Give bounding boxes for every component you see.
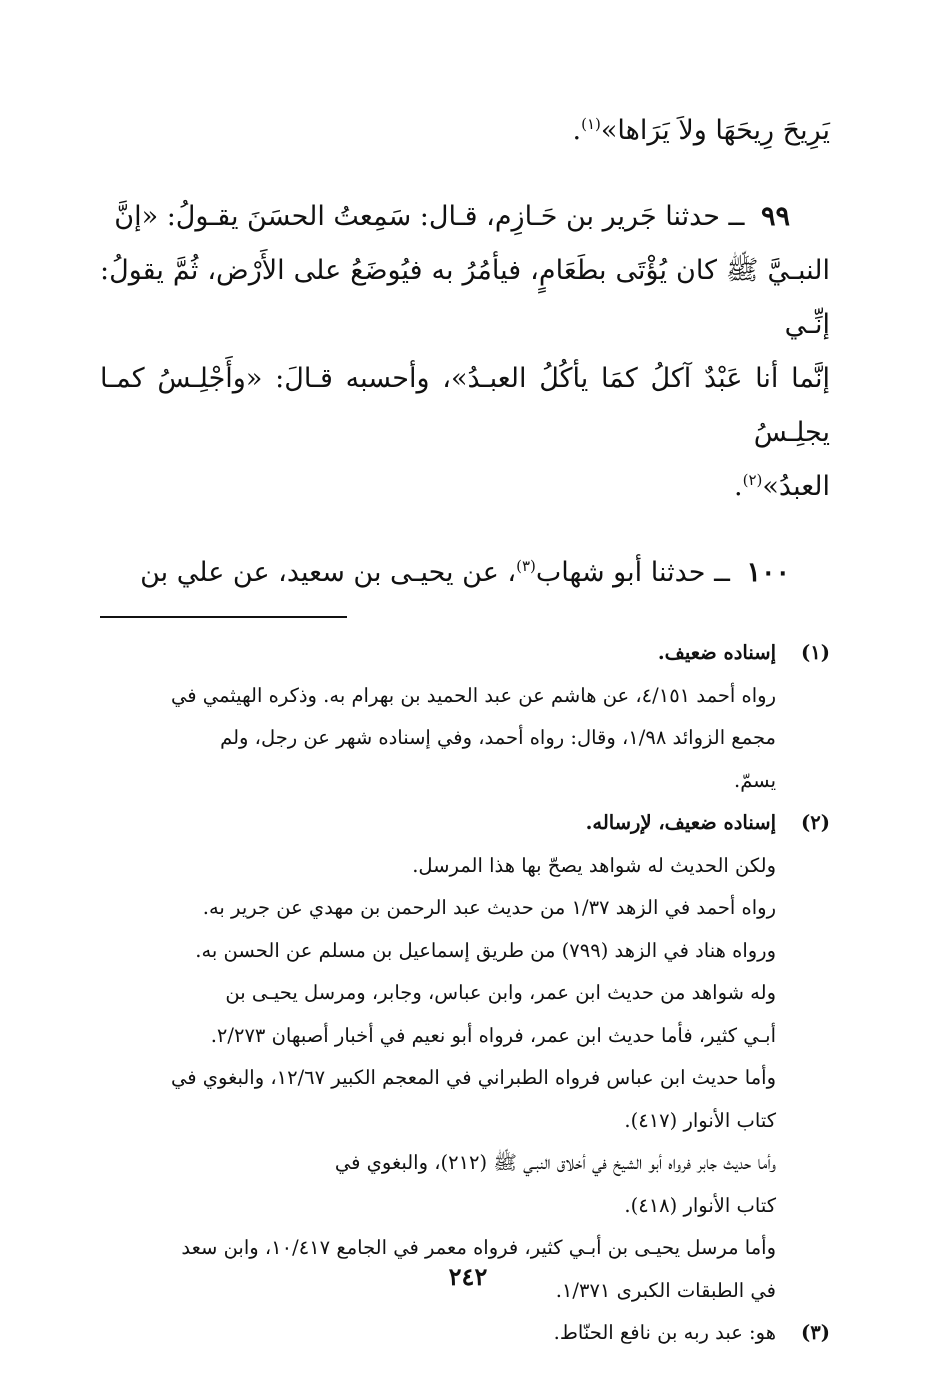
hadith-99-line-4: العبدُ»$^{(٢)}$. [734, 471, 830, 502]
hadith-99-line-3: إنَّما أنا عَبْدٌ آكلُ كمَا يأكُلُ العبـدُ»، وأحسبه قـالَ: «وأَجْلِـسُ كمـا يجلِـسُ [100, 363, 830, 448]
hadith-number: ١٠٠ [746, 557, 790, 588]
footnote-divider [100, 616, 347, 618]
footnote-line: وأما حديث جابر فرواه أبو الشيخ في أخلاق النبـي ﷺ (٢١٢)، والبغوي في [334, 1151, 776, 1174]
hadith-99-line-1: ٩٩ ــ حدثنا جَرير بن حَـازِم، قـال: سَمِعتُ الحسَنَ يقـولُ: «إنَّ [114, 201, 790, 232]
footnote-number: (١) [801, 641, 830, 664]
hadith-100 [100, 546, 830, 600]
footnote-line: وأما حديث ابن عباس فرواه الطبراني في المعجم الكبير ١٢/٦٧، والبغوي في [170, 1066, 776, 1089]
page-number: ٢٤٢ [448, 1262, 488, 1291]
footnote-ref-1: (١) [581, 115, 601, 133]
footnote-line: أبـي كثير، فأما حديث ابن عمر، فرواه أبو نعيم في أخبار أصبهان ٢/٢٧٣. [210, 1023, 776, 1047]
footnote-line: وله شواهد من حديث ابن عمر، وابن عباس، وجابر، ومرسل يحيـى بن [225, 981, 776, 1004]
continuation-line: يَرِيحَ رِيحَهَا ولاَ يَرَاها»$^{(١)}$. [572, 115, 830, 146]
footnote-line: في الطبقات الكبرى ١/٣٧١. [555, 1278, 776, 1302]
footnote-line: وأما مرسل يحيـى بن أبـي كثير، فرواه معمر في الجامع ١٠/٤١٧، وابن سعد [181, 1236, 776, 1259]
footnote-2 [100, 802, 830, 1312]
footnote-line: يسمّ. [734, 768, 776, 792]
main-text [100, 104, 830, 600]
hadith-99 [100, 190, 830, 514]
page-body [100, 100, 830, 1355]
continuation-text: يَرِيحَ رِيحَهَا ولاَ يَرَاها» [600, 115, 830, 146]
footnotes [100, 632, 830, 1355]
footnote-line: مجمع الزوائد ١/٩٨، وقال: رواه أحمد، وفي إسناده شهر عن رجل، ولم [220, 726, 776, 749]
footnote-3 [100, 1312, 830, 1355]
footnote-1 [100, 632, 830, 802]
hadith-99-line-2: النبـيَّ ﷺ كان يُؤْتَى بطَعَامٍ، فيأمُرُ به فيُوضَعُ على الأَرْض، ثُمَّ يقولُ: إنِّـي [100, 255, 830, 340]
footnote-line: ورواه هناد في الزهد (٧٩٩) من طريق إسماعيل بن مسلم عن الحسن به. [195, 938, 776, 962]
footnote-line: كتاب الأنوار (٤١٧). [624, 1108, 776, 1132]
footnote-line: رواه أحمد في الزهد ١/٣٧ من حديث عبد الرحمن بن مهدي عن جرير به. [202, 896, 776, 919]
hadith-number: ٩٩ [760, 201, 790, 232]
footnote-number: (٢) [801, 811, 830, 834]
hadith-100-line-1: ١٠٠ ــ حدثنا أبو شهاب$^{(٣)}$، عن يحيـى بن سعيد، عن علي بن [140, 557, 790, 588]
footnote-title: إسناده ضعيف، لإرساله. [585, 811, 776, 834]
footnote-text: هو: عبد ربه بن نافع الحنّاط. [553, 1321, 776, 1344]
footnote-ref-3: (٣) [516, 557, 536, 575]
footnote-line: ولكن الحديث له شواهد يصحّ بها هذا المرسل. [412, 853, 776, 877]
footnote-line: رواه أحمد ٤/١٥١، عن هاشم عن عبد الحميد بن بهرام به. وذكره الهيثمي في [171, 683, 776, 707]
footnote-number: (٣) [801, 1321, 830, 1344]
footnote-ref-2: (٢) [742, 471, 763, 489]
footnote-line: كتاب الأنوار (٤١٨). [624, 1193, 776, 1217]
footnote-title: إسناده ضعيف. [657, 641, 776, 664]
